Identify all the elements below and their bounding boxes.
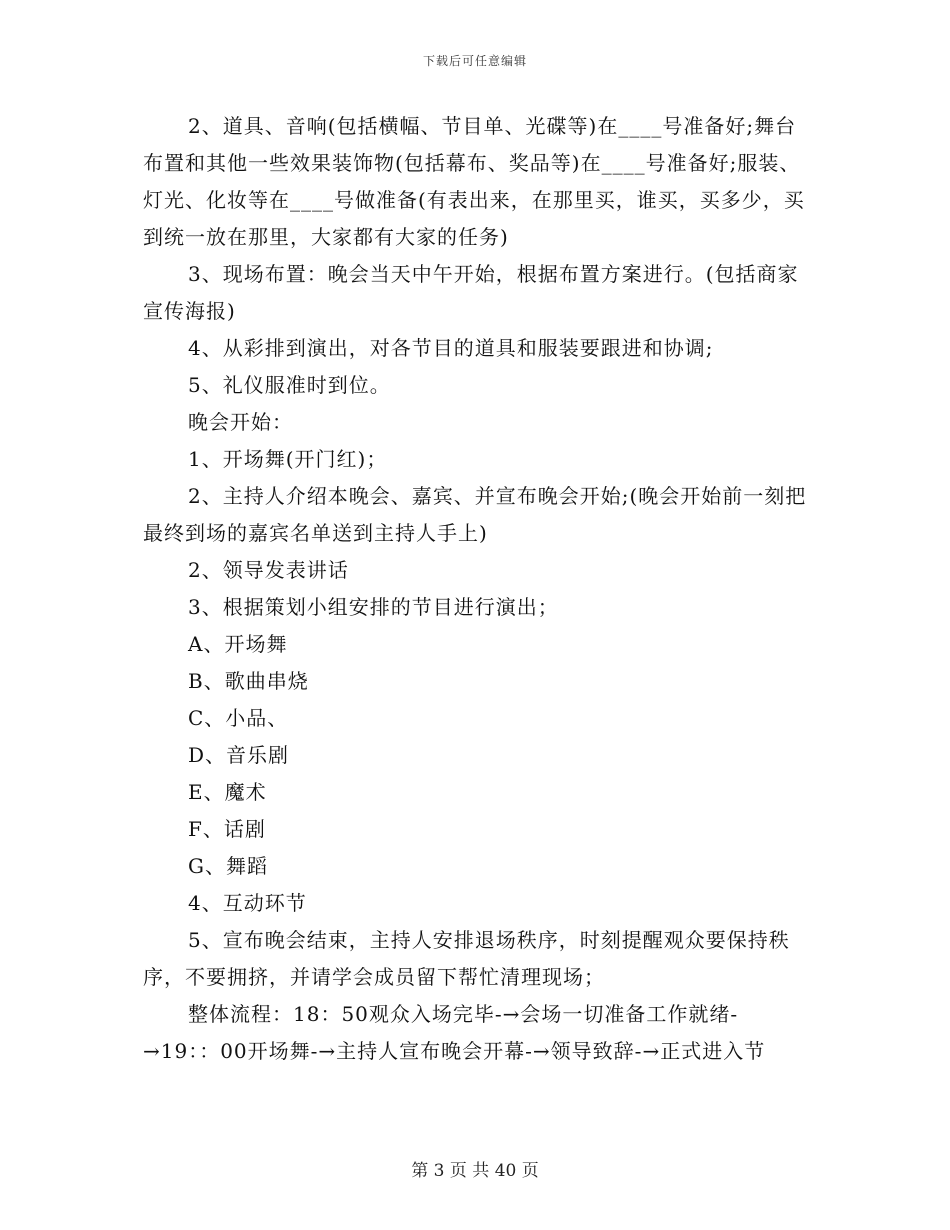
paragraph-gala-end: 5、宣布晚会结束，主持人安排退场秩序，时刻提醒观众要保持秩序，不要拥挤，并请学会成员留下帮忙清理现场；	[143, 928, 790, 989]
list-item-leader-speech: 2、领导发表讲话	[188, 558, 349, 582]
program-item-c: C、小品、	[188, 706, 289, 730]
program-item-e: E、魔术	[188, 780, 267, 804]
program-item-f: F、话剧	[188, 817, 266, 841]
paragraph-rehearsal: 4、从彩排到演出，对各节目的道具和服装要跟进和协调;	[188, 336, 714, 360]
list-item-performances: 3、根据策划小组安排的节目进行演出；	[188, 595, 559, 619]
paragraph-host-introduction: 2、主持人介绍本晚会、嘉宾、并宣布晚会开始;(晚会开始前一刻把最终到场的嘉宾名单送到主持人手上)	[143, 484, 807, 545]
document-body	[143, 108, 813, 1070]
paragraph-props-preparation: 2、道具、音响(包括横幅、节目单、光碟等)在____号准备好;舞台布置和其他一些效果装饰物(包括幕布、奖品等)在____号准备好;服装、灯光、化妆等在____号做准备(有表出来，在那里买，谁买，买多少，买到统一放在那里，大家都有大家的任务)	[143, 114, 805, 249]
list-item-interaction: 4、互动环节	[188, 891, 307, 915]
page-footer: 第 3 页 共 40 页	[411, 1161, 539, 1181]
program-item-b: B、歌曲串烧	[188, 669, 309, 693]
section-heading-gala-start: 晚会开始：	[188, 410, 293, 434]
program-item-g: G、舞蹈	[188, 854, 268, 878]
paragraph-overall-flow: 整体流程：18：50观众入场完毕-→会场一切准备工作就绪-→19：：00开场舞-→主持人宣布晚会开幕-→领导致辞-→正式进入节	[143, 1002, 766, 1063]
page-header: 下载后可任意编辑	[422, 54, 527, 68]
paragraph-etiquette: 5、礼仪服准时到位。	[188, 373, 391, 397]
program-item-d: D、音乐剧	[188, 743, 290, 767]
list-item-opening-dance: 1、开场舞(开门红)；	[188, 447, 388, 471]
program-item-a: A、开场舞	[188, 632, 288, 656]
paragraph-venue-setup: 3、现场布置：晚会当天中午开始，根据布置方案进行。(包括商家宣传海报)	[143, 262, 799, 323]
